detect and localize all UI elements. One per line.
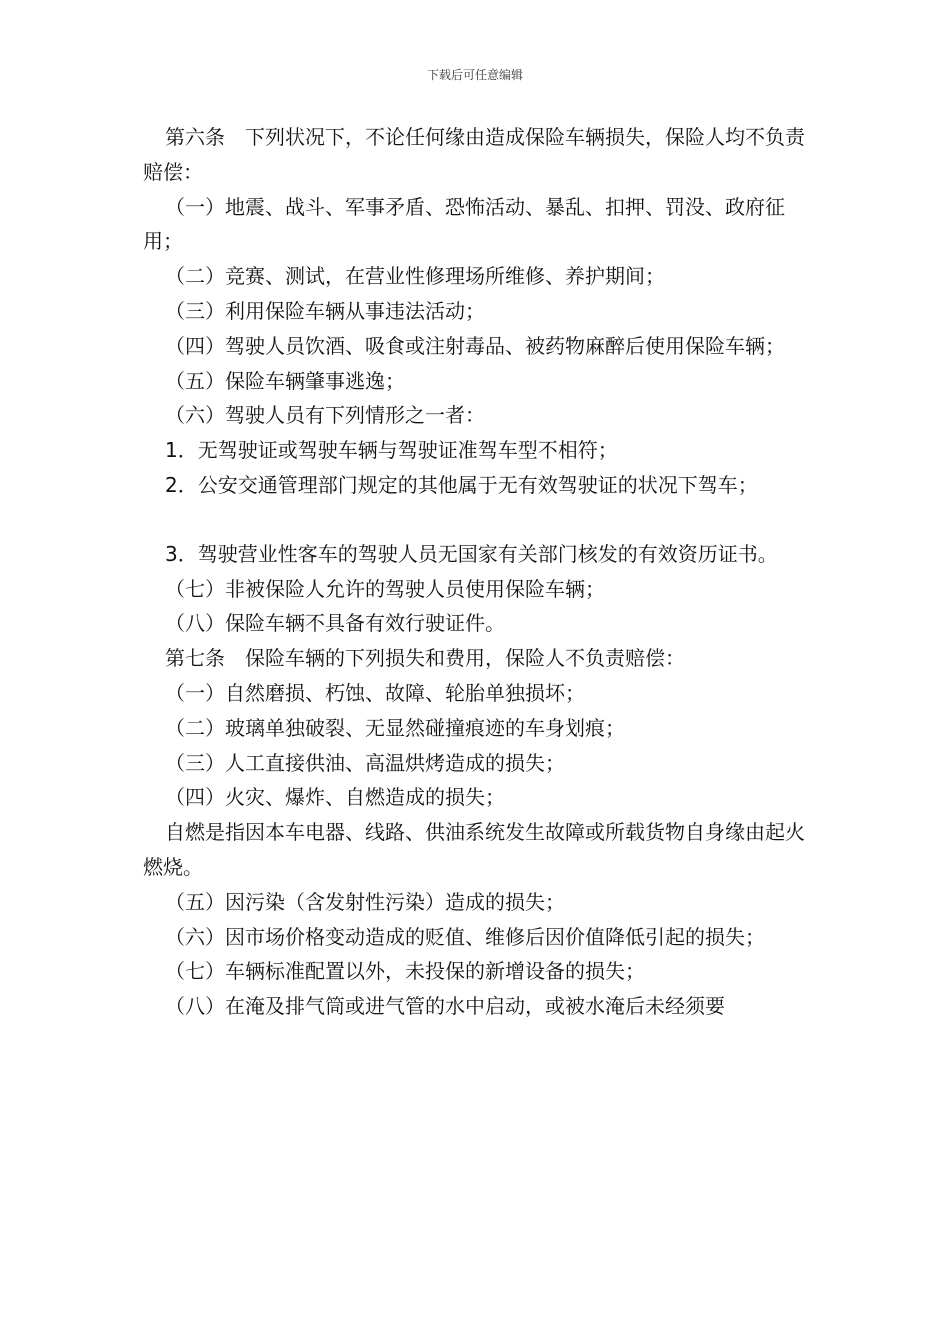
sub-item: 1．无驾驶证或驾驶车辆与驾驶证准驾车型不相符； [165,438,618,463]
list-item: （二）玻璃单独破裂、无显然碰撞痕迹的车身划痕； [165,715,625,740]
list-item: （五）保险车辆肇事逃逸； [165,368,405,393]
list-item: （七）车辆标准配置以外，未投保的新增设备的损失； [165,959,645,984]
list-item: （一）自然磨损、朽蚀、故障、轮胎单独损坏； [165,680,585,705]
blank-line [143,503,823,537]
list-item: （四）驾驶人员饮酒、吸食或注射毒品、被药物麻醉后使用保险车辆； [165,333,785,358]
sub-item: 2．公安交通管理部门规定的其他属于无有效驾驶证的状况下驾车； [165,472,758,497]
list-item: （一）地震、战斗、军事矛盾、恐怖活动、暴乱、扣押、罚没、政府征用； [143,194,785,254]
document-body [143,120,823,1024]
list-item: （三）人工直接供油、高温烘烤造成的损失； [165,750,565,775]
list-item: （三）利用保险车辆从事违法活动； [165,298,485,323]
definition-note: 自燃是指因本车电器、线路、供油系统发生故障或所载货物自身缘由起火燃烧。 [143,820,805,879]
list-item: （八）在淹及排气筒或进气管的水中启动，或被水淹后未经须要 [165,994,725,1019]
list-item: （八）保险车辆不具备有效行驶证件。 [165,611,505,636]
list-item: （五）因污染（含发射性污染）造成的损失； [165,889,565,914]
list-item: （七）非被保险人允许的驾驶人员使用保险车辆； [165,576,605,601]
clause-7-heading: 第七条 保险车辆的下列损失和费用，保险人不负责赔偿： [165,646,685,671]
clause-6-heading: 第六条 下列状况下，不论任何缘由造成保险车辆损失，保险人均不负责赔偿： [143,125,805,184]
page-header: 下载后可任意编辑 [426,68,523,82]
list-item: （六）驾驶人员有下列情形之一者： [165,403,485,428]
list-item: （六）因市场价格变动造成的贬值、维修后因价值降低引起的损失； [165,924,765,949]
list-item: （二）竞赛、测试，在营业性修理场所维修、养护期间； [165,264,665,289]
sub-item: 3．驾驶营业性客车的驾驶人员无国家有关部门核发的有效资历证书。 [165,541,778,566]
list-item: （四）火灾、爆炸、自燃造成的损失； [165,785,505,810]
